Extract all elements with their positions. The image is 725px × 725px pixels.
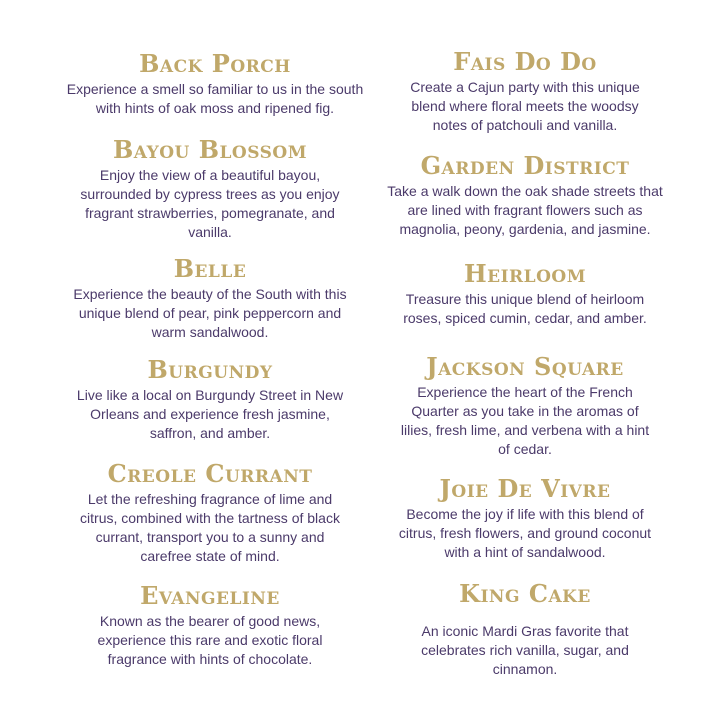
fragrance-description: Enjoy the view of a beautiful bayou, surrounded by cypress trees as you enjoy fragrant strawberries, pomegranate, and vanilla. xyxy=(80,167,340,240)
fragrance-description: An iconic Mardi Gras favorite that celebrates rich vanilla, sugar, and cinnamon. xyxy=(421,623,629,677)
fragrance-garden-district xyxy=(375,152,675,239)
fragrance-title: Burgundy xyxy=(147,355,273,384)
fragrance-title: Evangeline xyxy=(140,581,280,610)
fragrance-evangeline xyxy=(55,582,365,669)
fragrance-title: Bayou Blossom xyxy=(112,135,308,164)
fragrance-title: Heirloom xyxy=(463,259,587,288)
fragrance-title: Garden District xyxy=(420,151,630,180)
fragrance-creole-currant xyxy=(55,460,365,566)
fragrance-title: Fais Do Do xyxy=(453,47,597,76)
fragrance-fais-do-do xyxy=(375,48,675,135)
fragrance-heirloom xyxy=(375,260,675,328)
fragrance-title: Joie De Vivre xyxy=(439,474,611,503)
fragrance-description: Known as the bearer of good news, experience this rare and exotic floral fragrance with hints of chocolate. xyxy=(97,613,323,667)
fragrance-title: Back Porch xyxy=(139,49,291,78)
fragrance-description: Let the refreshing fragrance of lime and citrus, combined with the tartness of black currant, transport you to a sunny and carefree state of mind. xyxy=(80,491,340,564)
fragrance-title: King Cake xyxy=(459,579,591,608)
fragrance-back-porch xyxy=(55,50,375,118)
fragrance-bayou-blossom xyxy=(55,136,365,242)
fragrance-description: Treasure this unique blend of heirloom roses, spiced cumin, cedar, and amber. xyxy=(403,291,647,326)
fragrance-description: Take a walk down the oak shade streets that are lined with fragrant flowers such as magnolia, peony, gardenia, and jasmine. xyxy=(387,183,663,237)
fragrance-description: Experience the heart of the French Quarter as you take in the aromas of lilies, fresh lime, and verbena with a hint of cedar. xyxy=(400,384,650,457)
fragrance-belle xyxy=(55,255,365,342)
fragrance-king-cake xyxy=(375,580,675,679)
fragrance-description: Become the joy if life with this blend of citrus, fresh flowers, and ground coconut with a hint of sandalwood. xyxy=(398,506,652,560)
fragrance-title: Jackson Square xyxy=(426,352,624,381)
fragrance-description: Live like a local on Burgundy Street in New Orleans and experience fresh jasmine, saffron, and amber. xyxy=(76,387,344,441)
fragrance-title: Belle xyxy=(173,254,247,283)
fragrance-burgundy xyxy=(55,356,365,443)
fragrance-title: Creole Currant xyxy=(107,459,313,488)
fragrance-jackson-square xyxy=(375,353,675,459)
fragrance-description: Experience the beauty of the South with this unique blend of pear, pink peppercorn and warm sandalwood. xyxy=(73,286,347,340)
fragrance-description: Experience a smell so familiar to us in the south with hints of oak moss and ripened fig. xyxy=(66,81,364,116)
fragrance-description: Create a Cajun party with this unique blend where floral meets the woodsy notes of patchouli and vanilla. xyxy=(410,79,640,133)
fragrance-joie-de-vivre xyxy=(375,475,675,562)
